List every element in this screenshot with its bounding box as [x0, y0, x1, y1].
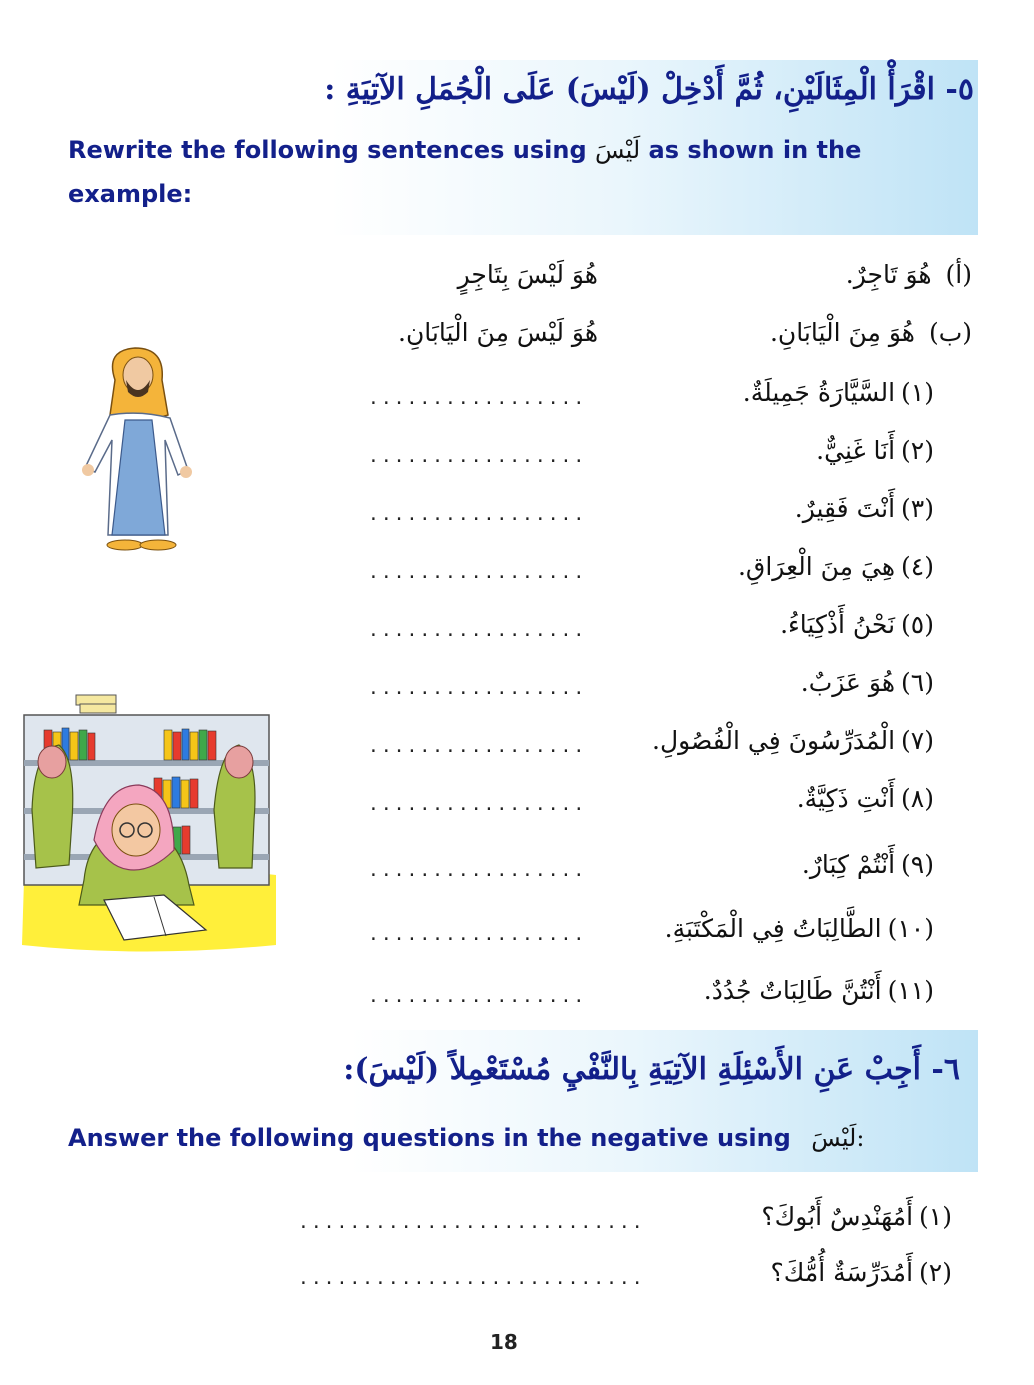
answer-blank[interactable]: .................	[368, 678, 587, 699]
item-text: أَنْتُنَّ طَالِبَاتٌ جُدُدٌ.	[703, 976, 882, 1005]
item-text: أَنْتِ ذَكِيَّةٌ.	[796, 784, 896, 813]
item-number: (٨)	[901, 784, 934, 813]
item-text: أَنَا غَنِيٌّ.	[816, 436, 896, 465]
item-number: (٥)	[901, 610, 934, 639]
example-label: (ب)	[928, 318, 972, 347]
item-text: هِيَ مِنَ الْعِرَاقِ.	[737, 552, 896, 581]
example-a	[846, 260, 972, 289]
item-text: أَنْتُمْ كِبَارٌ.	[801, 850, 896, 879]
instruction-text: Answer the following questions in the negative using	[68, 1124, 791, 1152]
example-sentence: هُوَ مِنَ الْيَابَانِ.	[769, 318, 915, 347]
list-item	[780, 610, 934, 639]
list-item	[652, 726, 934, 755]
answer-blank[interactable]: .................	[368, 794, 587, 815]
example-b-answer: هُوَ لَيْسَ مِنَ الْيَابَانِ.	[398, 318, 598, 347]
item-number: (٢)	[919, 1258, 952, 1287]
answer-blank[interactable]: .................	[368, 620, 587, 641]
item-text: السَّيَّارَةُ جَمِيلَةٌ.	[742, 378, 896, 407]
answer-blank[interactable]: .................	[368, 860, 587, 881]
item-text: الْمُدَرِّسُونَ فِي الْفُصُولِ.	[652, 726, 896, 755]
answer-blank[interactable]: .................	[368, 446, 587, 467]
example-b	[770, 318, 972, 347]
answer-blank[interactable]: ...........................	[298, 1268, 645, 1289]
item-number: (١)	[901, 378, 934, 407]
example-a-answer: هُوَ لَيْسَ بِتَاجِرٍ	[457, 260, 598, 289]
answer-blank[interactable]: .................	[368, 736, 587, 757]
instruction-arabic-word: لَيْسَ:	[811, 1124, 865, 1152]
item-text: الطَّالِبَاتُ فِي الْمَكْتَبَةِ.	[664, 914, 882, 943]
exercise5-instruction	[68, 136, 861, 164]
exercise6-instruction	[68, 1124, 864, 1152]
instruction-arabic-word: لَيْسَ	[595, 136, 641, 164]
exercise5-heading: ٥- اقْرَأْ الْمِثَالَيْنِ، ثُمَّ أَدْخِلْ (لَيْسَ) عَلَى الْجُمَلِ الآتِيَةِ :	[324, 72, 974, 107]
list-item	[816, 436, 934, 465]
exercise5-instruction-line2: example:	[68, 180, 193, 208]
item-number: (٦)	[901, 668, 934, 697]
exercise6-heading: ٦- أَجِبْ عَنِ الأَسْئِلَةِ الآتِيَةِ بِالنَّفْيِ مُسْتَعْمِلاً (لَيْسَ):	[343, 1052, 960, 1087]
item-number: (٤)	[901, 552, 934, 581]
list-item	[797, 784, 934, 813]
question-item	[761, 1202, 952, 1231]
list-item	[795, 494, 934, 523]
man-in-robe-illustration	[70, 340, 210, 555]
page-number: 18	[490, 1330, 518, 1354]
list-item	[743, 378, 934, 407]
item-number: (١١)	[887, 976, 934, 1005]
list-item	[802, 850, 934, 879]
item-text: أَنْتَ فَقِيرٌ.	[794, 494, 896, 523]
item-text: أَمُدَرِّسَةٌ أُمُّكَ؟	[770, 1258, 914, 1287]
item-number: (١)	[919, 1202, 952, 1231]
answer-blank[interactable]: .................	[368, 924, 587, 945]
list-item	[801, 668, 934, 697]
question-item	[771, 1258, 952, 1287]
list-item	[738, 552, 934, 581]
answer-blank[interactable]: .................	[368, 504, 587, 525]
example-label: (أ)	[945, 260, 972, 289]
library-students-illustration	[14, 690, 284, 960]
list-item	[665, 914, 934, 943]
list-item	[704, 976, 934, 1005]
answer-blank[interactable]: .................	[368, 986, 587, 1007]
item-text: نَحْنُ أَذْكِيَاءُ.	[780, 610, 896, 639]
item-number: (٣)	[901, 494, 934, 523]
instruction-text-1: Rewrite the following sentences using	[68, 136, 587, 164]
item-text: هُوَ عَزَبٌ.	[800, 668, 896, 697]
instruction-text-2: as shown in the	[648, 136, 862, 164]
item-number: (٢)	[901, 436, 934, 465]
item-number: (٩)	[901, 850, 934, 879]
item-number: (٧)	[901, 726, 934, 755]
answer-blank[interactable]: ...........................	[298, 1212, 645, 1233]
item-text: أَمُهَنْدِسٌ أَبُوكَ؟	[761, 1202, 914, 1231]
item-number: (١٠)	[887, 914, 934, 943]
answer-blank[interactable]: .................	[368, 562, 587, 583]
example-sentence: هُوَ تَاجِرٌ.	[845, 260, 932, 289]
answer-blank[interactable]: .................	[368, 388, 587, 409]
